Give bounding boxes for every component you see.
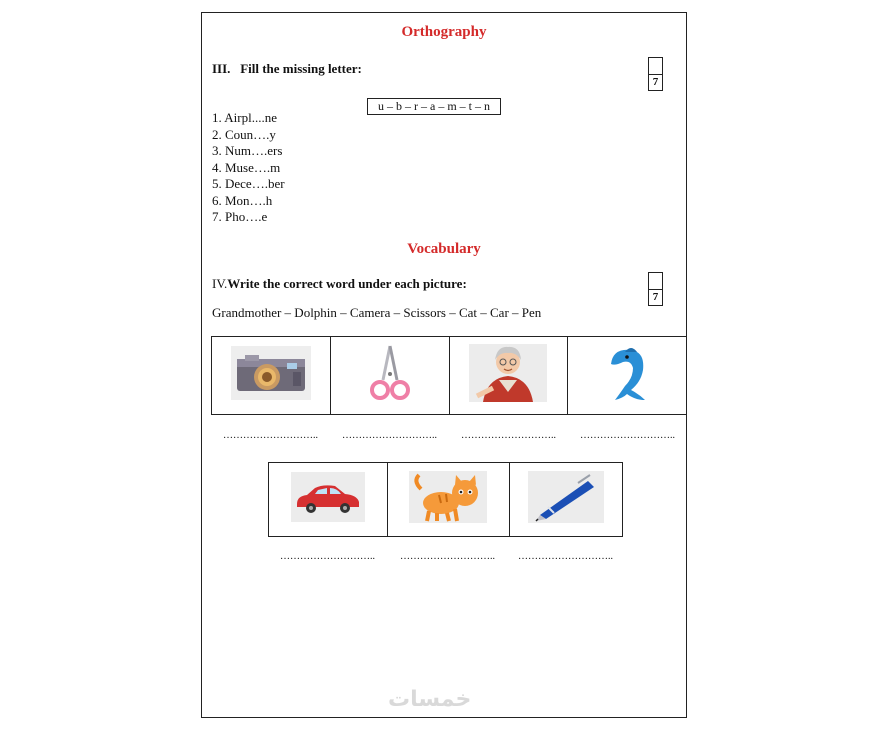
answer-line[interactable]: ………………………..: [461, 430, 556, 441]
picture-cell: [212, 337, 331, 415]
grandmother-picture: [469, 344, 547, 402]
answer-line[interactable]: ………………………..: [518, 551, 613, 562]
watermark-logo: خمسات: [388, 687, 472, 712]
orthography-title: Orthography: [401, 24, 487, 40]
picture-cell: [510, 463, 623, 537]
list-item: 7. Pho….e: [212, 209, 268, 224]
exercise-4-number: IV.: [212, 276, 228, 291]
car-picture: [291, 472, 365, 522]
answer-line[interactable]: ………………………..: [400, 551, 495, 562]
list-item: 5. Dece….ber: [212, 176, 285, 191]
score-box-4: [648, 272, 663, 306]
word-bank: Grandmother – Dolphin – Camera – Scissors – Cat – Car – Pen: [212, 305, 542, 320]
answer-line[interactable]: ………………………..: [280, 551, 375, 562]
list-item: 1. Airpl....ne: [212, 110, 277, 125]
list-item: 3. Num….ers: [212, 143, 283, 158]
letter-bank: u – b – r – a – m – t – n: [367, 98, 501, 115]
exercise-4-heading: [212, 276, 467, 292]
exercise-3-heading: [212, 61, 362, 77]
worksheet-page: [201, 12, 687, 718]
list-item: 2. Coun….y: [212, 126, 276, 142]
pen-picture: [528, 471, 604, 523]
vocabulary-title: Vocabulary: [407, 241, 481, 257]
dolphin-picture: [605, 344, 649, 402]
picture-table-row1: [211, 336, 687, 415]
cat-picture: [409, 471, 487, 523]
exercise-4-instruction: Write the correct word under each picture:: [227, 276, 467, 291]
scissors-picture: [367, 344, 413, 402]
picture-cell: [269, 463, 388, 537]
answer-line[interactable]: ………………………..: [580, 430, 675, 441]
answer-line[interactable]: ………………………..: [223, 430, 318, 441]
picture-cell: [449, 337, 568, 415]
score-box-3: [648, 57, 663, 91]
answer-line[interactable]: ………………………..: [342, 430, 437, 441]
list-item: 6. Mon….h: [212, 192, 273, 208]
picture-cell: [568, 337, 687, 415]
camera-picture: [231, 346, 311, 400]
list-item: 4. Muse….m: [212, 159, 281, 175]
picture-table-row2: [268, 462, 623, 537]
picture-cell: [387, 463, 510, 537]
fill-letter-list: [212, 110, 285, 226]
score-value-3: 7: [652, 76, 659, 88]
score-value-4: 7: [652, 291, 659, 303]
exercise-3-instruction: Fill the missing letter:: [240, 61, 362, 76]
exercise-3-number: III.: [212, 61, 231, 76]
picture-cell: [330, 337, 449, 415]
